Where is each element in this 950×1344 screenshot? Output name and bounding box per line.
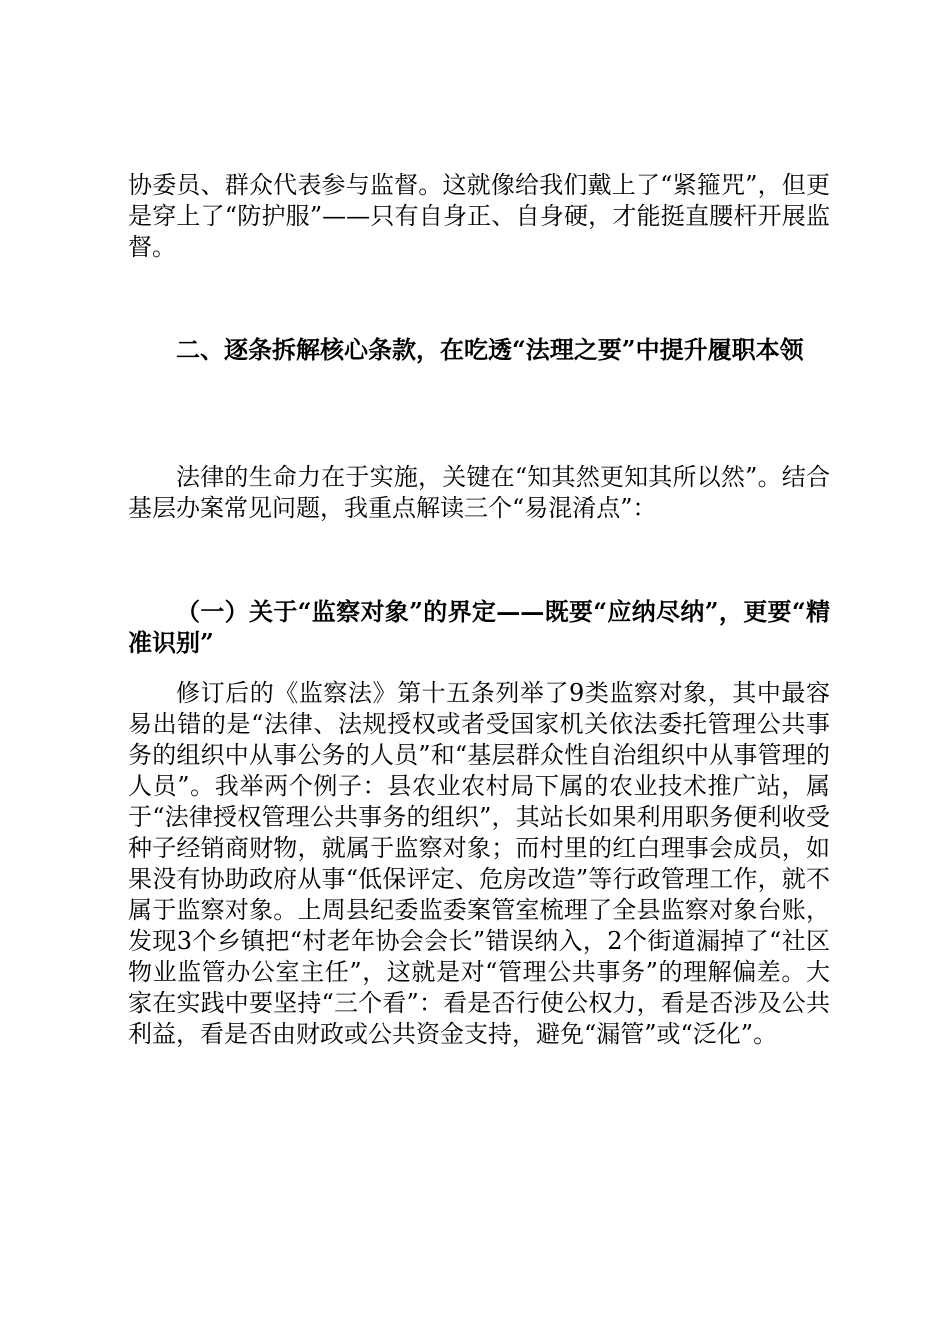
body-paragraph-intro: 法律的生命力在于实施，关键在“知其然更知其所以然”。结合基层办案常见问题，我重点解读三个“易混淆点”： <box>128 463 830 522</box>
section-heading: 二、逐条拆解核心条款，在吃透“法理之要”中提升履职本领 <box>176 335 804 364</box>
subsection-heading: （一）关于“监察对象”的界定——既要“应纳尽纳”，更要“精准识别” <box>128 597 830 657</box>
body-paragraph-continued: 协委员、群众代表参与监督。这就像给我们戴上了“紧箍咒”，但更是穿上了“防护服”——只有自身正、自身硬，才能挺直腰杆开展监督。 <box>128 171 830 261</box>
body-paragraph-monitoring-objects: 修订后的《监察法》第十五条列举了9类监察对象，其中最容易出错的是“法律、法规授权或者受国家机关依法委托管理公共事务的组织中从事公务的人员”和“基层群众性自治组织中从事管理的人员”。我举两个例子：县农业农村局下属的农业技术推广站，属于“法律授权管理公共事务的组织”，其站长如果利用职务便利收受种子经销商财物，就属于监察对象；而村里的红白理事会成员，如果没有协助政府从事“低保评定、危房改造”等行政管理工作，就不属于监察对象。上周县纪委监委案管室梳理了全县监察对象台账，发现3个乡镇把“村老年协会会长”错误纳入，2个街道漏掉了“社区物业监管办公室主任”，这就是对“管理公共事务”的理解偏差。大家在实践中要坚持“三个看”：看是否行使公权力，看是否涉及公共利益，看是否由财政或公共资金支持，避免“漏管”或“泛化”。 <box>128 679 830 1048</box>
